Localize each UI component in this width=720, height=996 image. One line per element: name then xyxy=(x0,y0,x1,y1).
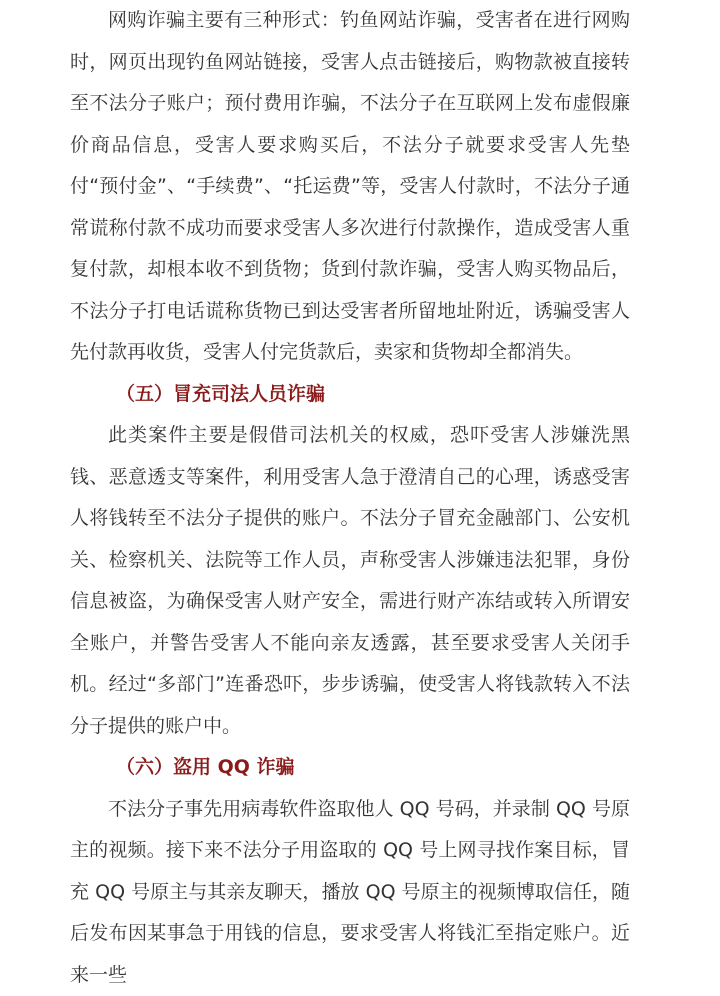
paragraph-judicial-impersonation: 此类案件主要是假借司法机关的权威，恐吓受害人涉嫌洗黑钱、恶意透支等案件，利用受害人急于澄清自己的心理，诱惑受害人将钱转至不法分子提供的账户。不法分子冒充金融部门、公安机关、检察机关、法院等工作人员，声称受害人涉嫌违法犯罪，身份信息被盗，为确保受害人财产安全，需进行财产冻结或转入所谓安全账户，并警告受害人不能向亲友透露，甚至要求受害人关闭手机。经过“多部门”连番恐吓，步步诱骗，使受害人将钱款转入不法分子提供的账户中。 xyxy=(70,415,630,747)
article-body xyxy=(70,0,630,996)
section-heading-qq-theft: （六）盗用 QQ 诈骗 xyxy=(70,747,630,789)
paragraph-qq-theft-fraud: 不法分子事先用病毒软件盗取他人 QQ 号码，并录制 QQ 号原主的视频。接下来不法分子用盗取的 QQ 号上网寻找作案目标，冒充 QQ 号原主与其亲友聊天，播放 QQ 号原主的视频博取信任，随后发布因某事急于用钱的信息，要求受害人将钱汇至指定账户。近来一些 xyxy=(70,789,630,996)
paragraph-online-shopping-fraud: 网购诈骗主要有三种形式：钓鱼网站诈骗，受害者在进行网购时，网页出现钓鱼网站链接，受害人点击链接后，购物款被直接转至不法分子账户；预付费用诈骗，不法分子在互联网上发布虚假廉价商品信息，受害人要求购买后，不法分子就要求受害人先垫付“预付金”、“手续费”、“托运费”等，受害人付款时，不法分子通常谎称付款不成功而要求受害人多次进行付款操作，造成受害人重复付款，却根本收不到货物；货到付款诈骗，受害人购买物品后，不法分子打电话谎称货物已到达受害者所留地址附近，诱骗受害人先付款再收货，受害人付完货款后，卖家和货物却全都消失。 xyxy=(70,0,630,374)
section-heading-impersonating-judicial: （五）冒充司法人员诈骗 xyxy=(70,374,630,416)
